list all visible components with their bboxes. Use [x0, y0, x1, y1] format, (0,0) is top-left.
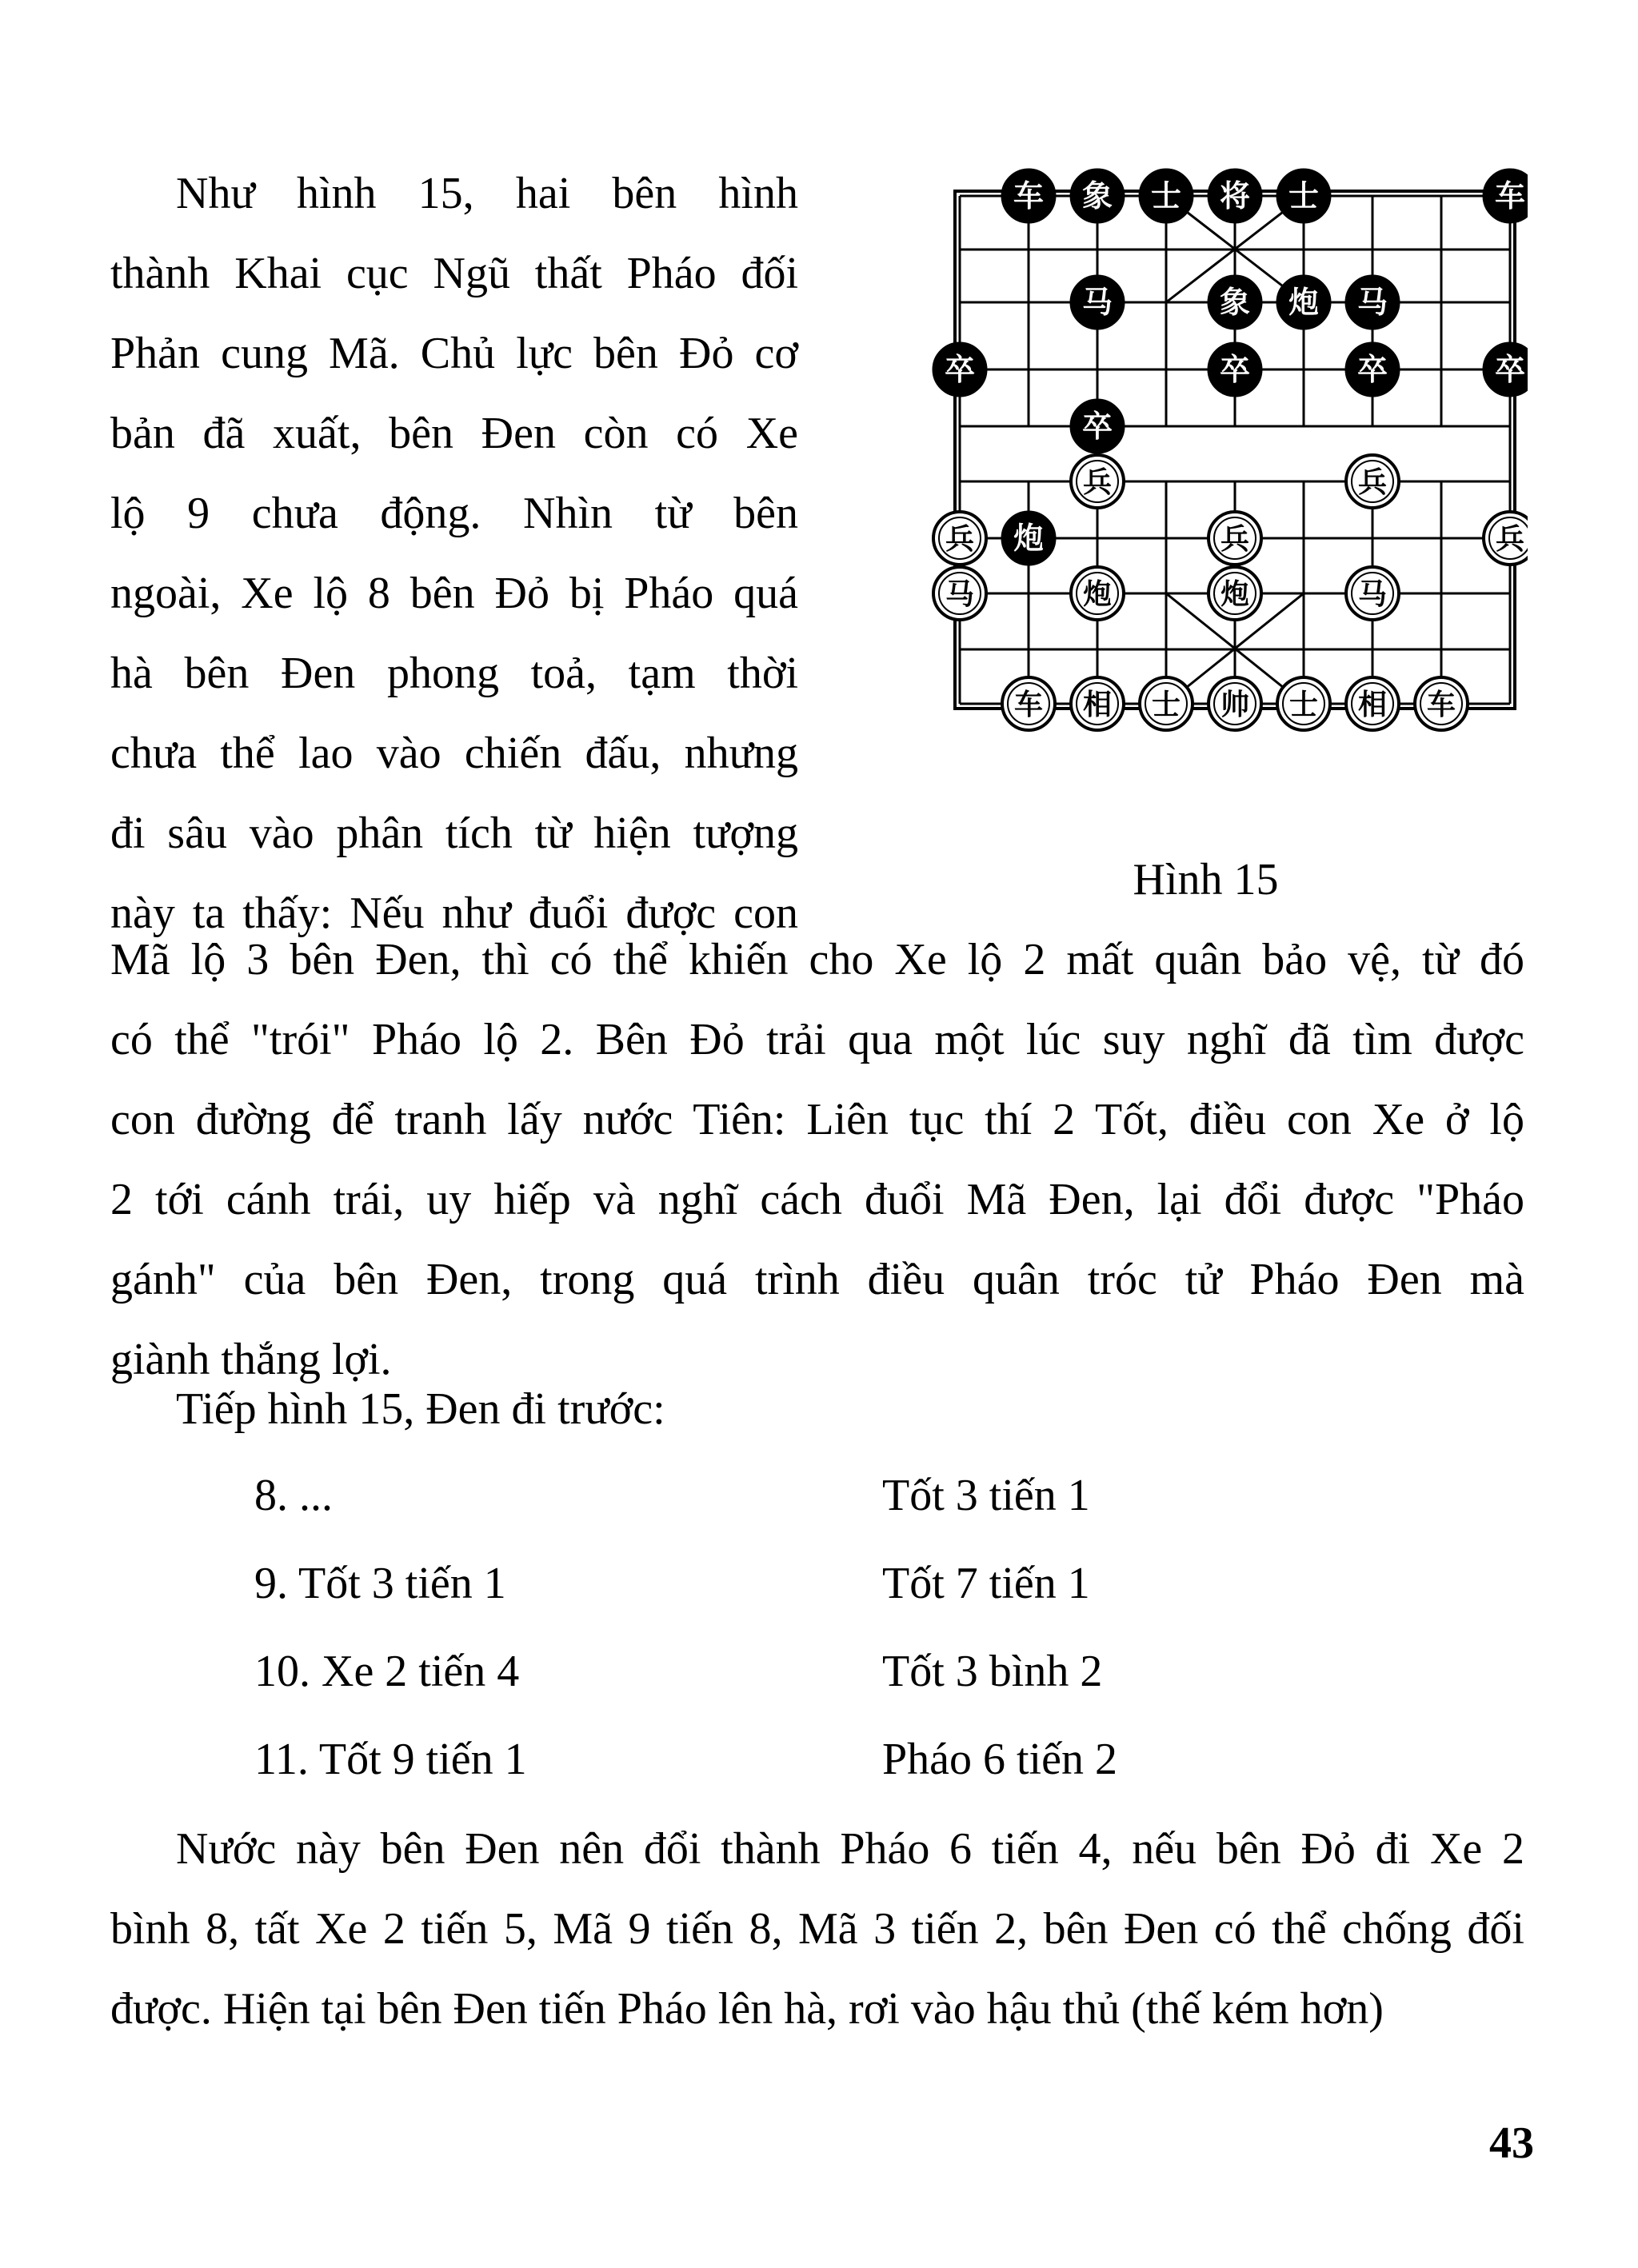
piece-label: 炮	[1288, 285, 1320, 320]
black-move: Tốt 7 tiến 1	[882, 1559, 1090, 1608]
piece-label: 士	[1150, 178, 1182, 214]
text-line: giành thắng lợi.	[110, 1335, 392, 1384]
piece-label: 马	[1081, 285, 1113, 320]
xiangqi-piece	[933, 567, 986, 620]
move-list	[254, 1451, 1454, 1803]
text-line: Như hình 15, hai bên hình	[176, 169, 798, 218]
piece-label: 象	[1219, 285, 1251, 320]
text-line: được. Hiện tại bên Đen tiến Pháo lên hà, rơi vào hậu thủ (thế kém hơn)	[110, 1984, 1384, 2034]
xiangqi-piece	[1346, 276, 1399, 329]
piece-label: 象	[1081, 178, 1113, 214]
piece-label: 卒	[1494, 352, 1526, 387]
body-paragraph	[110, 920, 1524, 1400]
xiangqi-piece	[1002, 512, 1055, 565]
text-line: thành Khai cục Ngũ thất Pháo đối	[110, 249, 798, 298]
xiangqi-piece	[1071, 567, 1124, 620]
text-line: này ta thấy: Nếu như đuổi được con	[110, 888, 798, 938]
xiangqi-piece	[1209, 567, 1261, 620]
piece-label: 炮	[1013, 521, 1045, 556]
text-line: hà bên Đen phong toả, tạm thời	[110, 649, 798, 698]
move-row	[254, 1627, 1454, 1715]
xiangqi-piece	[1277, 170, 1330, 222]
piece-label: 士	[1288, 178, 1320, 214]
piece-label: 卒	[1219, 352, 1251, 387]
piece-label: 炮	[1082, 578, 1113, 611]
piece-label: 兵	[1082, 466, 1113, 499]
red-move: 9. Tốt 3 tiến 1	[254, 1559, 506, 1608]
piece-label: 车	[1426, 689, 1456, 721]
piece-label: 炮	[1220, 578, 1250, 611]
piece-label: 车	[1013, 178, 1045, 214]
xiangqi-piece	[1346, 455, 1399, 508]
text-line: bản đã xuất, bên Đen còn có Xe	[110, 409, 798, 458]
xiangqi-piece	[1346, 567, 1399, 620]
xiangqi-piece	[1415, 677, 1468, 730]
piece-label: 兵	[1495, 523, 1525, 556]
piece-label: 士	[1151, 689, 1181, 721]
xiangqi-piece	[1277, 276, 1330, 329]
xiangqi-piece	[1071, 455, 1124, 508]
move-row	[254, 1715, 1454, 1803]
piece-label: 将	[1219, 178, 1251, 214]
xiangqi-piece	[1209, 276, 1261, 329]
piece-label: 马	[1356, 285, 1388, 320]
xiangqi-piece	[1209, 170, 1261, 222]
move-row	[254, 1539, 1454, 1627]
piece-label: 兵	[1357, 466, 1388, 499]
xiangqi-piece	[1484, 512, 1528, 565]
text-line: 2 tới cánh trái, uy hiếp và nghĩ cách đuổi Mã Đen, lại đổi được "Pháo	[110, 1175, 1524, 1224]
xiangqi-piece	[1484, 170, 1528, 222]
black-move: Tốt 3 bình 2	[882, 1647, 1103, 1696]
xiangqi-piece	[933, 512, 986, 565]
piece-label: 马	[945, 578, 975, 611]
text-line: con đường để tranh lấy nước Tiên: Liên tục thí 2 Tốt, điều con Xe ở lộ	[110, 1095, 1524, 1144]
text-line: chưa thể lao vào chiến đấu, nhưng	[110, 729, 798, 778]
xiangqi-piece	[1140, 170, 1193, 222]
text-line: ngoài, Xe lộ 8 bên Đỏ bị Pháo quá	[110, 569, 798, 618]
xiangqi-piece	[1346, 677, 1399, 730]
piece-label: 士	[1288, 689, 1319, 721]
piece-label: 兵	[945, 523, 975, 556]
text-line: Mã lộ 3 bên Đen, thì có thể khiến cho Xe lộ 2 mất quân bảo vệ, từ đó	[110, 935, 1524, 984]
closing-paragraph	[110, 1809, 1524, 2049]
xiangqi-piece	[1002, 677, 1055, 730]
xiangqi-piece	[1071, 677, 1124, 730]
xiangqi-piece	[1209, 343, 1261, 396]
red-move: 10. Xe 2 tiến 4	[254, 1647, 520, 1696]
text-line: bình 8, tất Xe 2 tiến 5, Mã 9 tiến 8, Mã 3 tiến 2, bên Đen có thể chống đối	[110, 1904, 1524, 1954]
red-move: 8. ...	[254, 1471, 333, 1520]
piece-label: 卒	[944, 352, 976, 387]
xiangqi-piece	[1071, 276, 1124, 329]
piece-label: 相	[1357, 689, 1388, 721]
xiangqi-piece	[1346, 343, 1399, 396]
xiangqi-board	[884, 160, 1528, 800]
red-move: 11. Tốt 9 tiến 1	[254, 1735, 527, 1784]
board-grid	[955, 191, 1515, 709]
piece-label: 帅	[1220, 689, 1250, 721]
xiangqi-piece	[1209, 677, 1261, 730]
piece-label: 马	[1357, 578, 1388, 611]
xiangqi-piece	[1002, 170, 1055, 222]
text-line: Nước này bên Đen nên đổi thành Pháo 6 tiến 4, nếu bên Đỏ đi Xe 2	[176, 1824, 1524, 1874]
black-move: Pháo 6 tiến 2	[882, 1735, 1117, 1784]
piece-label: 车	[1494, 178, 1526, 214]
piece-label: 车	[1013, 689, 1044, 721]
piece-label: 相	[1082, 689, 1113, 721]
piece-label: 兵	[1220, 523, 1250, 556]
xiangqi-piece	[1071, 170, 1124, 222]
piece-label: 卒	[1081, 409, 1113, 444]
text-line: đi sâu vào phân tích từ hiện tượng	[110, 809, 798, 858]
xiangqi-piece	[1071, 400, 1124, 453]
piece-label: 卒	[1356, 352, 1388, 387]
xiangqi-piece	[1484, 343, 1528, 396]
page-number: 43	[1489, 2118, 1534, 2168]
intro-paragraph	[110, 154, 798, 953]
black-move: Tốt 3 tiến 1	[882, 1471, 1090, 1520]
text-line: có thể "trói" Pháo lộ 2. Bên Đỏ trải qua một lúc suy nghĩ đã tìm được	[110, 1015, 1524, 1064]
text-line: gánh" của bên Đen, trong quá trình điều quân tróc tử Pháo Đen mà	[110, 1255, 1524, 1304]
text-line: Phản cung Mã. Chủ lực bên Đỏ cơ	[110, 329, 798, 378]
move-row	[254, 1451, 1454, 1539]
figure-caption: Hình 15	[1133, 855, 1279, 904]
moves-lead-in: Tiếp hình 15, Đen đi trước:	[176, 1384, 665, 1434]
xiangqi-piece	[1209, 512, 1261, 565]
xiangqi-board-figure	[884, 160, 1528, 904]
xiangqi-piece	[1140, 677, 1193, 730]
xiangqi-piece	[1277, 677, 1330, 730]
xiangqi-piece	[933, 343, 986, 396]
text-line: lộ 9 chưa động. Nhìn từ bên	[110, 489, 798, 538]
